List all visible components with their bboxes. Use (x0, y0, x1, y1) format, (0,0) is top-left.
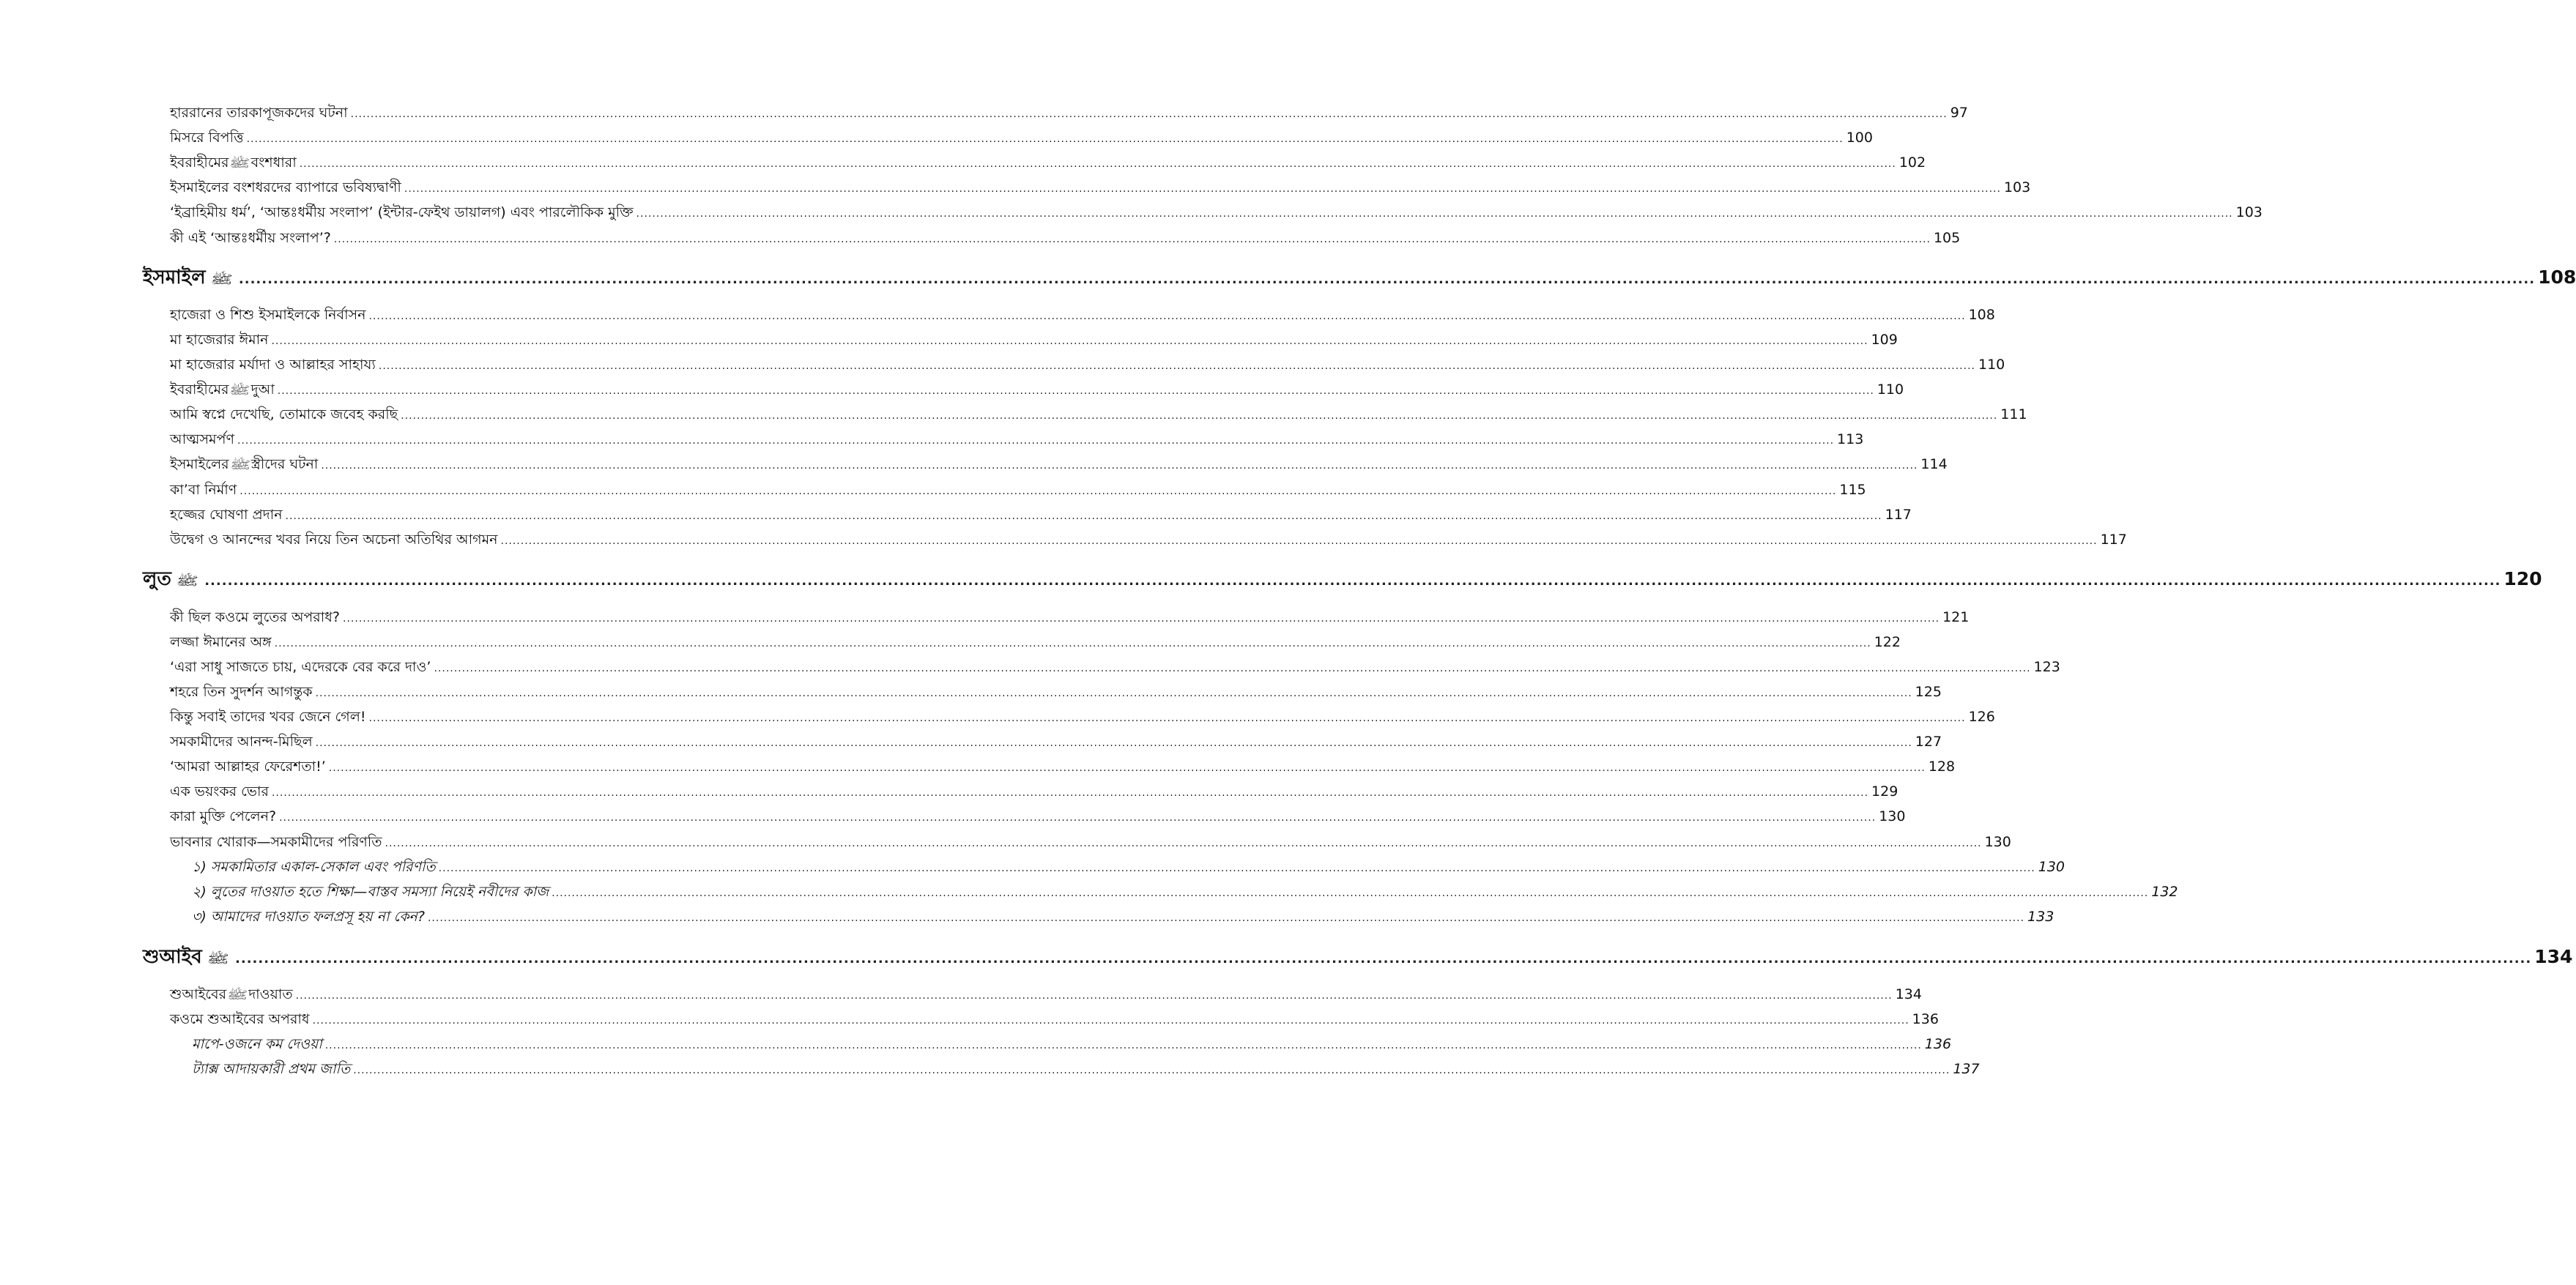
entry-title-text: আমি স্বপ্নে দেখেছি, তোমাকে জবেহ করছি (170, 406, 398, 422)
toc-entry-row (170, 832, 2011, 854)
entry-title (170, 682, 313, 705)
entry-title-text: ‘এরা সাধু সাজতে চায়, এদেরকে বের করে দাও’ (170, 659, 431, 675)
page-number: 137 (1953, 1061, 1980, 1077)
toc-entry-row (170, 756, 1956, 778)
toc-chapter-row (143, 942, 2573, 971)
toc-entry-row (170, 429, 1864, 451)
dot-leader: ................................................................................................................................................................................................................................................................................................................................................................................................................ (427, 912, 2025, 924)
entry-title (170, 504, 283, 528)
entry-title-text: উদ্বেগ ও আনন্দের খবর নিয়ে তিন অচেনা অতিথির আগমন (170, 532, 498, 548)
page-number: 100 (1846, 130, 1873, 146)
entry-title-text: কিন্তু সবাই তাদের খবর জেনে গেল! (170, 709, 366, 725)
page-number: 103 (2003, 179, 2031, 195)
entry-title-text: হাজেরা ও শিশু ইসমাইলকে নির্বাসন (170, 307, 366, 323)
dot-leader: ................................................................................................................................................................................................................................................................................................................................................................................................................ (312, 1015, 1909, 1027)
entry-title-text: হজ্জের ঘোষণা প্রদান (170, 507, 283, 523)
dot-leader: ................................................................................................................................................................................................................................................................................................................................................................................................................ (204, 573, 2501, 589)
page-number: 130 (1984, 834, 2011, 850)
entry-title (170, 480, 237, 503)
entry-title-text: ইসমাইলের বংশধরদের ব্যাপারে ভবিষ্যদ্বাণী (170, 179, 401, 195)
entry-title-part: ইসমাইলের (170, 456, 229, 472)
toc-entry-row (170, 504, 1912, 526)
dot-leader: ................................................................................................................................................................................................................................................................................................................................................................................................................ (368, 310, 1966, 322)
page-number: 97 (1950, 105, 1968, 121)
toc-entry-row (170, 731, 1942, 753)
entry-title-text: কী ছিল কওমে লুতের অপরাধ? (170, 609, 341, 625)
toc-subentry-row (192, 857, 2065, 879)
toc-entry-row (170, 152, 1926, 174)
dot-leader: ................................................................................................................................................................................................................................................................................................................................................................................................................ (240, 485, 1837, 497)
dot-leader: ................................................................................................................................................................................................................................................................................................................................................................................................................ (238, 272, 2536, 287)
entry-title-text: শহরে তিন সুদর্শন আগন্তুক (170, 684, 313, 700)
dot-leader: ................................................................................................................................................................................................................................................................................................................................................................................................................ (315, 737, 1912, 749)
toc-entry-row (170, 529, 2127, 551)
dot-leader: ................................................................................................................................................................................................................................................................................................................................................................................................................ (333, 234, 1931, 245)
toc-entry-row (170, 127, 1873, 149)
dot-leader: ................................................................................................................................................................................................................................................................................................................................................................................................................ (385, 838, 1982, 849)
entry-title-part: স্ত্রীদের ঘটনা (250, 456, 319, 472)
dot-leader: ................................................................................................................................................................................................................................................................................................................................................................................................................ (237, 435, 1835, 447)
entry-title-text: ২) লুতের দাওয়াত হতে শিক্ষা—বাস্তব সমস্যা নিয়েই নবীদের কাজ (192, 884, 549, 900)
dot-leader: ................................................................................................................................................................................................................................................................................................................................................................................................................ (295, 990, 1893, 1002)
toc-entry-row (170, 202, 2263, 224)
entry-title-text: কওমে শুআইবের অপরাধ (170, 1011, 310, 1027)
dot-leader: ................................................................................................................................................................................................................................................................................................................................................................................................................ (299, 158, 1896, 170)
entry-title (170, 781, 269, 805)
page-number: 108 (2538, 267, 2576, 288)
dot-leader: ................................................................................................................................................................................................................................................................................................................................................................................................................ (353, 1065, 1950, 1076)
entry-title-text: শুআইব (143, 946, 202, 968)
page-number: 120 (2503, 568, 2542, 589)
toc-subentry-row (192, 882, 2178, 904)
page-number: 115 (1839, 482, 1866, 498)
toc-entry-row (170, 305, 1995, 327)
entry-title (170, 379, 275, 403)
page-number: 133 (2027, 909, 2055, 925)
page-number: 132 (2151, 884, 2178, 900)
page-number: 103 (2235, 204, 2263, 220)
dot-leader: ................................................................................................................................................................................................................................................................................................................................................................................................................ (636, 208, 2233, 220)
entry-title-part: শুআইবের (170, 986, 227, 1002)
entry-title (170, 707, 366, 730)
entry-title (170, 832, 382, 855)
entry-title-part: দাওয়াত (248, 986, 293, 1002)
entry-title (192, 882, 549, 905)
honorific-calligraphy: ﷺ (229, 157, 251, 170)
entry-title-part: বংশধারা (250, 154, 297, 171)
dot-leader: ................................................................................................................................................................................................................................................................................................................................................................................................................ (235, 951, 2532, 966)
entry-title (170, 152, 297, 176)
honorific-calligraphy: ﷺ (229, 458, 251, 472)
toc-entry-row (170, 329, 1898, 351)
entry-title-text: এক ভয়ংকর ভোর (170, 783, 269, 800)
toc-entry-row (170, 454, 1948, 476)
entry-title-text: ৩) আমাদের দাওয়াত ফলপ্রসূ হয় না কেন? (192, 909, 425, 925)
entry-title (170, 329, 268, 353)
page-number: 127 (1915, 734, 1942, 750)
honorific-calligraphy: ﷺ (176, 574, 199, 588)
entry-title (170, 202, 634, 226)
entry-title (170, 404, 398, 428)
entry-title-text: মা হাজেরার মর্যাদা ও আল্লাহর সাহায্য (170, 357, 376, 373)
toc-entry-row (170, 228, 1961, 250)
entry-title-text: ‘ইব্রাহিমীয় ধর্ম’, ‘আন্তঃধর্মীয় সংলাপ’ (ইন্টার-ফেইথ ডায়ালগ) এবং পারলৌকিক মুক্তি (170, 204, 634, 220)
page-number: 117 (1885, 507, 1912, 523)
dot-leader: ................................................................................................................................................................................................................................................................................................................................................................................................................ (274, 638, 1871, 649)
entry-title-text: মাপে-ওজনে কম দেওয়া (192, 1036, 322, 1052)
entry-title (170, 354, 376, 378)
honorific-calligraphy: ﷺ (226, 988, 248, 1002)
toc-subentry-row (192, 1034, 1952, 1056)
page-number: 121 (1942, 609, 1970, 625)
page-number: 128 (1928, 759, 1956, 775)
page-number: 130 (1879, 808, 1906, 824)
toc-entry-row (170, 607, 1970, 629)
page-number: 108 (1968, 307, 1995, 323)
page-number: 102 (1898, 154, 1926, 171)
dot-leader: ................................................................................................................................................................................................................................................................................................................................................................................................................ (500, 535, 2098, 547)
chapter-title (143, 262, 236, 294)
dot-leader: ................................................................................................................................................................................................................................................................................................................................................................................................................ (552, 887, 2149, 899)
entry-title (170, 127, 244, 151)
page-number: 134 (2534, 946, 2573, 967)
dot-leader: ................................................................................................................................................................................................................................................................................................................................................................................................................ (271, 335, 1868, 347)
dot-leader: ................................................................................................................................................................................................................................................................................................................................................................................................................ (246, 133, 1844, 145)
page-number: 114 (1920, 456, 1948, 472)
page-number: 113 (1837, 431, 1864, 447)
entry-title (170, 429, 234, 452)
page-number: 134 (1895, 986, 1922, 1002)
entry-title (192, 906, 425, 930)
dot-leader: ................................................................................................................................................................................................................................................................................................................................................................................................................ (404, 183, 2001, 195)
toc-entry-row (170, 177, 2031, 199)
entry-title (170, 228, 331, 251)
toc-entry-row (170, 103, 1968, 124)
dot-leader: ................................................................................................................................................................................................................................................................................................................................................................................................................ (324, 1040, 1922, 1051)
page-number: 125 (1915, 684, 1942, 700)
toc-chapter-row (143, 262, 2576, 291)
page-number: 117 (2100, 532, 2127, 548)
toc-subentry-row (192, 906, 2055, 928)
page-number: 111 (2000, 406, 2027, 422)
toc-entry-row (170, 404, 2027, 426)
entry-title-text: আত্মসমর্পণ (170, 431, 234, 447)
toc-entry-row (170, 657, 2060, 679)
dot-leader: ................................................................................................................................................................................................................................................................................................................................................................................................................ (315, 688, 1912, 699)
toc-entry-row (170, 379, 1904, 401)
entry-title (170, 529, 498, 553)
dot-leader: ................................................................................................................................................................................................................................................................................................................................................................................................................ (321, 460, 1918, 472)
entry-title-text: লজ্জা ঈমানের অঙ্গ (170, 634, 272, 650)
page-number: 122 (1874, 634, 1901, 650)
chapter-title (143, 564, 201, 596)
chapter-title (143, 942, 232, 974)
honorific-calligraphy: ﷺ (229, 384, 251, 397)
honorific-calligraphy: ﷺ (209, 272, 233, 286)
dot-leader: ................................................................................................................................................................................................................................................................................................................................................................................................................ (328, 762, 1926, 774)
toc-entry-row (170, 781, 1898, 803)
page-number: 123 (2033, 659, 2060, 675)
page-number: 126 (1968, 709, 1995, 725)
toc-entry-row (170, 682, 1942, 704)
entry-title (192, 1059, 350, 1082)
entry-title (170, 103, 348, 126)
entry-title-text: কা’বা নির্মাণ (170, 482, 237, 498)
entry-title (170, 1009, 310, 1032)
entry-title (170, 756, 326, 780)
dot-leader: ................................................................................................................................................................................................................................................................................................................................................................................................................ (285, 510, 1882, 522)
dot-leader: ................................................................................................................................................................................................................................................................................................................................................................................................................ (277, 385, 1874, 397)
entry-title (170, 454, 318, 477)
page-number: 110 (1978, 357, 2005, 373)
toc-entry-row (170, 480, 1866, 502)
toc-entry-row (170, 354, 2005, 376)
entry-title (170, 657, 431, 680)
entry-title (170, 984, 293, 1007)
entry-title-text: কী এই ‘আন্তঃধর্মীয় সংলাপ’? (170, 230, 331, 246)
page-number: 136 (1924, 1036, 1952, 1052)
entry-title (192, 857, 436, 880)
dot-leader: ................................................................................................................................................................................................................................................................................................................................................................................................................ (279, 812, 1877, 824)
page-number: 105 (1933, 230, 1961, 246)
entry-title-text: মা হাজেরার ঈমান (170, 332, 269, 348)
entry-title (170, 607, 340, 630)
toc-entry-row (170, 632, 1901, 654)
entry-title-text: ভাবনার খোরাক—সমকামীদের পরিণতি (170, 834, 382, 850)
entry-title-part: দুআ (250, 381, 275, 398)
entry-title-text: ‘আমরা আল্লাহর ফেরেশতা!’ (170, 759, 326, 775)
toc-entry-row (170, 1009, 1939, 1031)
entry-title (170, 806, 276, 830)
page-number: 130 (2038, 859, 2065, 875)
entry-title (192, 1034, 322, 1057)
page-number: 109 (1871, 332, 1898, 348)
entry-title (170, 632, 272, 655)
toc-entry-row (170, 806, 1906, 828)
entry-title-text: লুত (143, 568, 171, 590)
entry-title-part: ইবরাহীমের (170, 381, 229, 398)
dot-leader: ................................................................................................................................................................................................................................................................................................................................................................................................................ (438, 863, 2035, 874)
entry-title-text: ইসমাইল (143, 267, 206, 288)
dot-leader: ................................................................................................................................................................................................................................................................................................................................................................................................................ (434, 663, 2031, 674)
entry-title-part: ইবরাহীমের (170, 154, 229, 171)
entry-title-text: ট্যাক্স আদায়কারী প্রথম জাতি (192, 1061, 351, 1077)
entry-title (170, 305, 365, 328)
entry-title-text: ১) সমকামিতার একাল-সেকাল এবং পরিণতি (192, 859, 436, 875)
toc-subentry-row (192, 1059, 1980, 1081)
entry-title (170, 177, 401, 201)
dot-leader: ................................................................................................................................................................................................................................................................................................................................................................................................................ (343, 613, 1940, 625)
honorific-calligraphy: ﷺ (206, 952, 229, 966)
entry-title-text: সমকামীদের আনন্দ-মিছিল (170, 734, 313, 750)
dot-leader: ................................................................................................................................................................................................................................................................................................................................................................................................................ (368, 712, 1966, 724)
entry-title-text: কারা মুক্তি পেলেন? (170, 808, 277, 824)
toc-entry-row (170, 707, 1995, 729)
entry-title-text: মিসরে বিপত্তি (170, 130, 244, 146)
page-number: 136 (1912, 1011, 1939, 1027)
page-number: 129 (1871, 783, 1898, 800)
toc-chapter-row (143, 564, 2542, 593)
toc-entry-row (170, 984, 1922, 1006)
entry-title (170, 731, 313, 755)
dot-leader: ................................................................................................................................................................................................................................................................................................................................................................................................................ (378, 360, 1975, 372)
dot-leader: ................................................................................................................................................................................................................................................................................................................................................................................................................ (271, 787, 1869, 799)
dot-leader: ................................................................................................................................................................................................................................................................................................................................................................................................................ (350, 108, 1948, 120)
entry-title-text: হাররানের তারকাপূজকদের ঘটনা (170, 105, 348, 121)
page-number: 110 (1877, 381, 1904, 398)
dot-leader: ................................................................................................................................................................................................................................................................................................................................................................................................................ (401, 410, 1998, 422)
